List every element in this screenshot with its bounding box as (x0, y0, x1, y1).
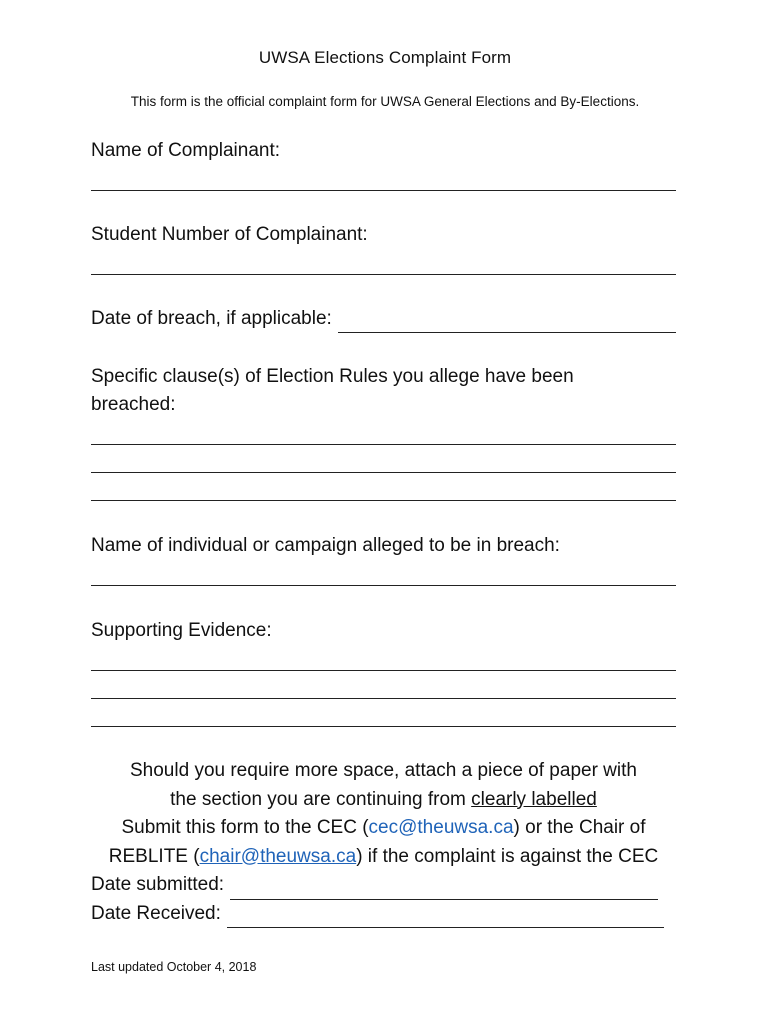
clearly-labelled-text: clearly labelled (471, 788, 597, 810)
date-received-row (91, 900, 676, 929)
field-clauses (91, 363, 676, 501)
field-evidence (91, 617, 676, 727)
instructions-block (91, 757, 676, 928)
date-submitted-row (91, 871, 676, 900)
field-name-of-complainant (91, 137, 676, 191)
field-student-number (91, 221, 676, 275)
clauses-input-line-1[interactable] (91, 419, 676, 445)
reblite-prefix: REBLITE ( (108, 845, 200, 867)
submit-instruction-line (91, 814, 676, 843)
individual-input-line[interactable] (91, 560, 676, 586)
date-of-breach-input-line[interactable] (338, 310, 676, 333)
cec-email-link[interactable]: cec@theuwsa.ca (368, 817, 514, 838)
space-instruction-line-2 (91, 786, 676, 815)
reblite-suffix: ) if the complaint is against the CEC (356, 845, 659, 867)
clauses-label: Specific clause(s) of Election Rules you allege have been breached: (91, 366, 574, 415)
form-title: UWSA Elections Complaint Form (258, 48, 512, 67)
space-instruction-prefix: the section you are continuing from (170, 788, 472, 810)
evidence-input-line-3[interactable] (91, 699, 676, 727)
date-received-input-line[interactable] (227, 905, 664, 928)
evidence-input-line-2[interactable] (91, 671, 676, 699)
date-submitted-input-line[interactable] (230, 877, 658, 900)
field-individual (91, 532, 676, 586)
name-input-line[interactable] (91, 165, 676, 191)
space-instruction-line-1: Should you require more space, attach a piece of paper with (130, 760, 637, 781)
chair-email-link[interactable]: chair@theuwsa.ca (199, 845, 357, 867)
clauses-input-line-3[interactable] (91, 473, 676, 501)
form-intro: This form is the official complaint form for UWSA General Elections and By-Elections. (130, 94, 640, 109)
last-updated-note: Last updated October 4, 2018 (91, 960, 257, 974)
individual-label: Name of individual or campaign alleged to be in breach: (91, 535, 560, 556)
date-received-label: Date Received: (91, 902, 221, 924)
name-label: Name of Complainant: (91, 140, 281, 161)
student-number-label: Student Number of Complainant: (91, 224, 368, 245)
clauses-input-line-2[interactable] (91, 445, 676, 473)
student-number-input-line[interactable] (91, 249, 676, 275)
evidence-label: Supporting Evidence: (91, 620, 272, 641)
reblite-instruction-line (91, 843, 676, 872)
submit-prefix: Submit this form to the CEC ( (121, 817, 369, 838)
submit-middle: ) or the Chair of (513, 817, 646, 838)
date-of-breach-label: Date of breach, if applicable: (91, 308, 332, 329)
evidence-input-line-1[interactable] (91, 645, 676, 671)
date-submitted-label: Date submitted: (91, 874, 225, 895)
field-date-of-breach (91, 305, 676, 333)
